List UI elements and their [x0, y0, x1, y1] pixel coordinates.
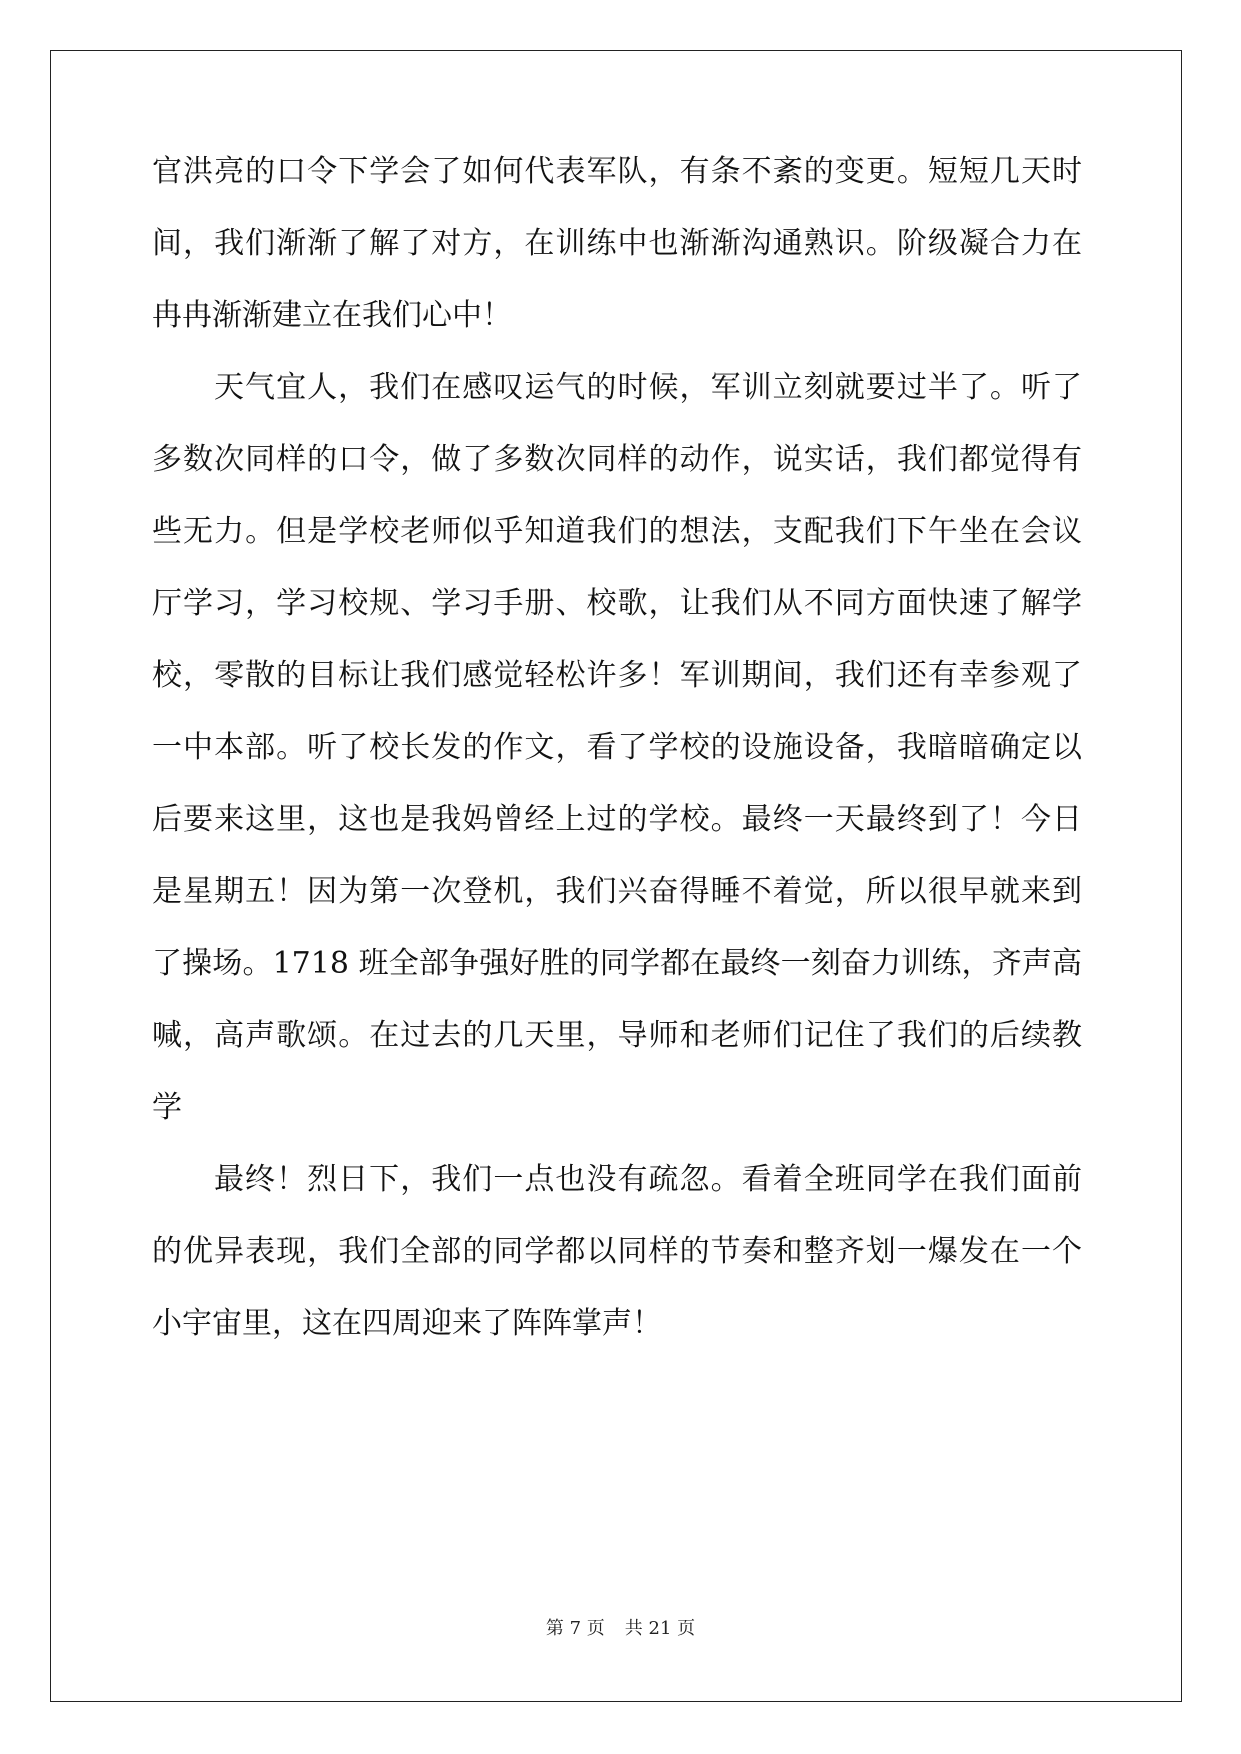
text-line: 间，我们渐渐了解了对方，在训练中也渐渐沟通熟识。阶级凝合力在 — [152, 226, 1082, 261]
text-line: 的优异表现，我们全部的同学都以同样的节奏和整齐划一爆发在一个 — [152, 1234, 1082, 1269]
page-total: 共 21 页 — [624, 1618, 696, 1639]
text-line: 校，零散的目标让我们感觉轻松许多！军训期间，我们还有幸参观了 — [152, 658, 1082, 693]
page-number: 第 7 页 — [545, 1618, 605, 1639]
paragraph-first-line: 最终！烈日下，我们一点也没有疏忽。看着全班同学在我们面前 — [214, 1162, 1082, 1197]
text-line: 是星期五！因为第一次登机，我们兴奋得睡不着觉，所以很早就来到 — [152, 874, 1082, 909]
text-line: 喊，高声歌颂。在过去的几天里，导师和老师们记住了我们的后续教 — [152, 1018, 1082, 1053]
text-line: 后要来这里，这也是我妈曾经上过的学校。最终一天最终到了！今日 — [152, 802, 1082, 837]
text-line: 些无力。但是学校老师似乎知道我们的想法，支配我们下午坐在会议 — [152, 514, 1082, 549]
text-line: 多数次同样的口令，做了多数次同样的动作，说实话，我们都觉得有 — [152, 442, 1082, 477]
text-line: 了操场。1718 班全部争强好胜的同学都在最终一刻奋力训练，齐声高 — [152, 946, 1082, 981]
text-line: 厅学习，学习校规、学习手册、校歌，让我们从不同方面快速了解学 — [152, 586, 1082, 621]
text-line: 学 — [152, 1090, 182, 1125]
paragraph-first-line: 天气宜人，我们在感叹运气的时候，军训立刻就要过半了。听了 — [214, 370, 1082, 405]
text-line: 官洪亮的口令下学会了如何代表军队，有条不紊的变更。短短几天时 — [152, 154, 1082, 189]
text-line: 冉冉渐渐建立在我们心中！ — [152, 298, 512, 333]
text-line: 小宇宙里，这在四周迎来了阵阵掌声！ — [152, 1306, 662, 1341]
page-footer — [0, 1617, 1241, 1641]
text-line: 一中本部。听了校长发的作文，看了学校的设施设备，我暗暗确定以 — [152, 730, 1082, 765]
